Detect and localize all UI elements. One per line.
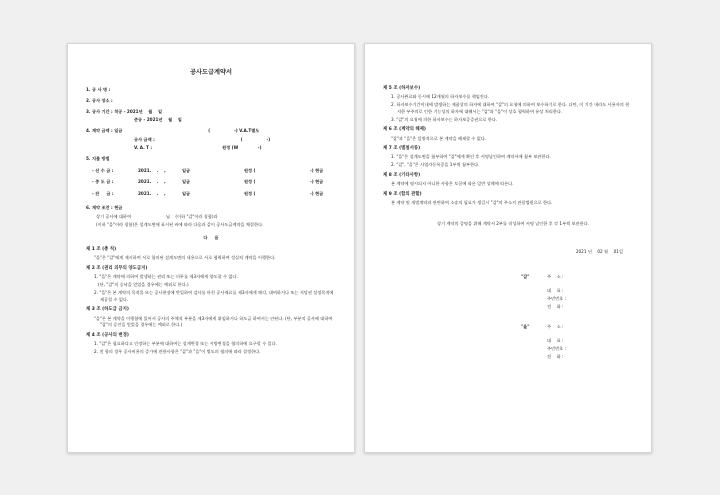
article-item: "을"은 "갑"에게 제시하여 서로 합의된 설계도면의 내용으로 서로 협력하여 성실히 계약을 이행한다.	[94, 255, 276, 261]
party-a-block	[383, 274, 633, 311]
party-line	[521, 288, 633, 295]
party-field: 전 화 :	[547, 303, 564, 309]
contract-page-2	[364, 43, 652, 453]
field-supply-amount	[86, 137, 336, 144]
contract-page-1	[67, 43, 355, 453]
field-contract-amount	[86, 128, 336, 135]
article-item: "갑"과 "을"은 일방적으로 본 계약을 해제할 수 없다.	[391, 135, 487, 141]
article-item: 1. "갑"은 필요하다고 인정하는 부분에 대하여는 설계변경 또는 시방변경을 협의하에 요구할 수 있다.	[94, 340, 277, 346]
payment-date: 2021. . ,	[138, 167, 166, 173]
article-item: 2. 하자보수기간이내에 발생하는 제품상의 하자에 대하여 "갑"의 요청에 의하여 보수하기로 한다. 다만, 이 기간 내라도 사용자의 현저한 부주의로 인한 기능상의 하자에 대해서는 "갑"과 "을"이 상호 협력하여 유상 처리한다.	[391, 102, 630, 114]
amount-vat: ( -) V.A.T별도	[208, 128, 260, 134]
party-line	[521, 354, 633, 361]
party-field: 대 표 :	[547, 287, 564, 293]
article-item: 2. 전 항의 경우 공사비용의 증가에 관한사항은 "갑"과 "을"이 별도의 협의에 따라 결정한다.	[94, 348, 261, 354]
vat-won: 원정 (W -)	[222, 145, 262, 151]
field-project-name: 1. 공 사 명 :	[86, 86, 111, 92]
article-heading: 제 2 조 (권리 의무의 양도금지)	[86, 265, 148, 271]
article-heading: 제 5 조 (하자보수)	[383, 86, 421, 91]
closing-statement: 상기 계약의 증명을 위해 계약서 2부를 작성하여 서명 날인한 후 각 1부씩 보관한다.	[436, 220, 590, 226]
article-item: 3. "갑"의 요청에 의한 하자보수는 하자보증증권으로 한다.	[391, 116, 498, 122]
article-item: 1. 공사완료와 동시에 12개월의 하자보수를 책임진다.	[391, 94, 490, 100]
article-item: 2. "갑", "을"은 사업자등록증을 1부씩 첨부한다.	[391, 162, 480, 168]
payment-sum: 일금	[182, 179, 191, 185]
article-heading: 제 9 조 (합의 관할)	[383, 191, 422, 197]
party-role: "을"	[521, 324, 530, 330]
payment-label: - 중 도 금 :	[92, 179, 114, 185]
payment-date: 2021. . ,	[138, 190, 166, 196]
payment-cash: -) 현금	[310, 179, 324, 185]
amount-label: 4. 계약 금액 : 일금	[86, 128, 123, 134]
article-item: 1. "을"은 설계도면을 첨부하여 "갑"에게 확인 후 서명날인하여 계약서에 첨부 보관한다.	[391, 154, 551, 160]
party-field: 대 표 :	[547, 338, 564, 344]
article	[383, 127, 633, 142]
article	[383, 192, 633, 207]
article-item: "을"은 본 계약을 이행함에 있어서 공사의 주체적 부분을 제3자에게 위임하거나 하도급 하여서는 안된다. (단, 부분적 공사에 대하여 "갑"의 승인을 얻었을 경우에는 예외로 한다.)	[94, 315, 333, 328]
payment-label: - 선 수 금 :	[92, 167, 114, 173]
payment-list	[86, 168, 336, 198]
field-project-period: 3. 공사 기간 : 착공 - 2021년 월 일	[86, 108, 163, 114]
payment-date: 2021. . ,	[138, 179, 166, 185]
article-heading: 제 6 조 (계약의 해제)	[383, 127, 426, 133]
article-heading: 제 3 조 (하도급 금지)	[86, 307, 129, 313]
payment-row	[86, 179, 336, 186]
party-b-block	[383, 324, 633, 361]
party-line	[521, 346, 633, 353]
article	[86, 333, 336, 356]
special-heading: 6. 계약 조건 : 현금	[86, 205, 123, 211]
article-heading: 제 4 조 (공사의 변경)	[86, 332, 129, 338]
article	[383, 146, 633, 169]
field-vat	[86, 145, 336, 152]
supply-paren: ( -)	[240, 136, 271, 142]
article-item: 1. "을"은 계약에 의하여 발생하는 권리 또는 의무를 제3자에게 양도할 수 없다.	[94, 274, 238, 280]
contract-date: 2021 년 02 월 01일	[575, 249, 623, 255]
article	[383, 86, 633, 123]
article-item: 본 계약에 명시되지 아니한 사항은 토끌에 따른 일반 상례에 따른다.	[391, 181, 514, 187]
party-field: 주 소 :	[547, 324, 564, 330]
party-line	[521, 304, 633, 311]
payment-sum: 일금	[182, 167, 191, 173]
party-field: 전 화 :	[547, 354, 564, 360]
party-field: 주민번호 :	[547, 295, 566, 301]
payment-cash: -) 현금	[310, 167, 324, 173]
special-line: 상기 공사에 대하여 님 (이하 "갑"이라 칭함)과	[96, 213, 218, 219]
supply-label: 공사 금액 :	[134, 136, 155, 142]
article-heading: 제 8 조 (기타사항)	[383, 172, 421, 178]
vat-label: V. A. T :	[134, 145, 153, 151]
party-line	[521, 296, 633, 303]
payment-row	[86, 191, 336, 198]
party-line	[521, 338, 633, 345]
field-project-period-end: 준공 - 2021년 월 일	[134, 117, 182, 123]
article-heading: 제 1 조 (총 칙)	[86, 247, 117, 253]
article	[86, 307, 336, 328]
payment-won: 원정 (	[244, 190, 256, 196]
payment-row	[86, 168, 336, 175]
payment-heading: 5. 지불 방법	[86, 156, 110, 162]
payment-won: 원정 (	[244, 167, 256, 173]
section-divider-text: 다 음	[203, 234, 219, 240]
field-project-place: 2. 공사 장소 :	[86, 97, 113, 103]
article	[383, 173, 633, 188]
document-title: 공사도급계약서	[190, 69, 232, 76]
article	[86, 247, 336, 262]
special-line: (이하 "을"이라 칭함)은 설계도면에 표시된 바에 따라 다음과 같이 공사도급계약을 체결한다.	[96, 222, 264, 228]
party-role: "갑"	[521, 273, 530, 279]
party-field: 주 소 :	[547, 273, 564, 279]
article-heading: 제 7 조 (별첨서류)	[383, 146, 421, 152]
article-item: 2. "을"은 본 계약의 목적물 또는 공사현장에 반입하여 검사를 마친 공사재료를 제3자에게 매각, 대여하거나 또는 저당권 설정목적에 제공할 수 없다.	[94, 290, 334, 302]
payment-won: 원정 (	[244, 179, 256, 185]
article-item: 본 계약 및 개별계약과 관련하여 소송의 필요가 생길시 "갑"의 주소지 관할법원으로 한다.	[391, 200, 553, 206]
payment-cash: -) 현금	[310, 190, 324, 196]
payment-sum: 일금	[182, 190, 191, 196]
party-field: 주민번호 :	[547, 346, 566, 352]
payment-label: - 잔 금 :	[92, 190, 114, 196]
article-item: (단, "갑"의 승낙을 얻었을 경우에는 예외로 한다.)	[98, 282, 189, 288]
article	[86, 266, 336, 303]
